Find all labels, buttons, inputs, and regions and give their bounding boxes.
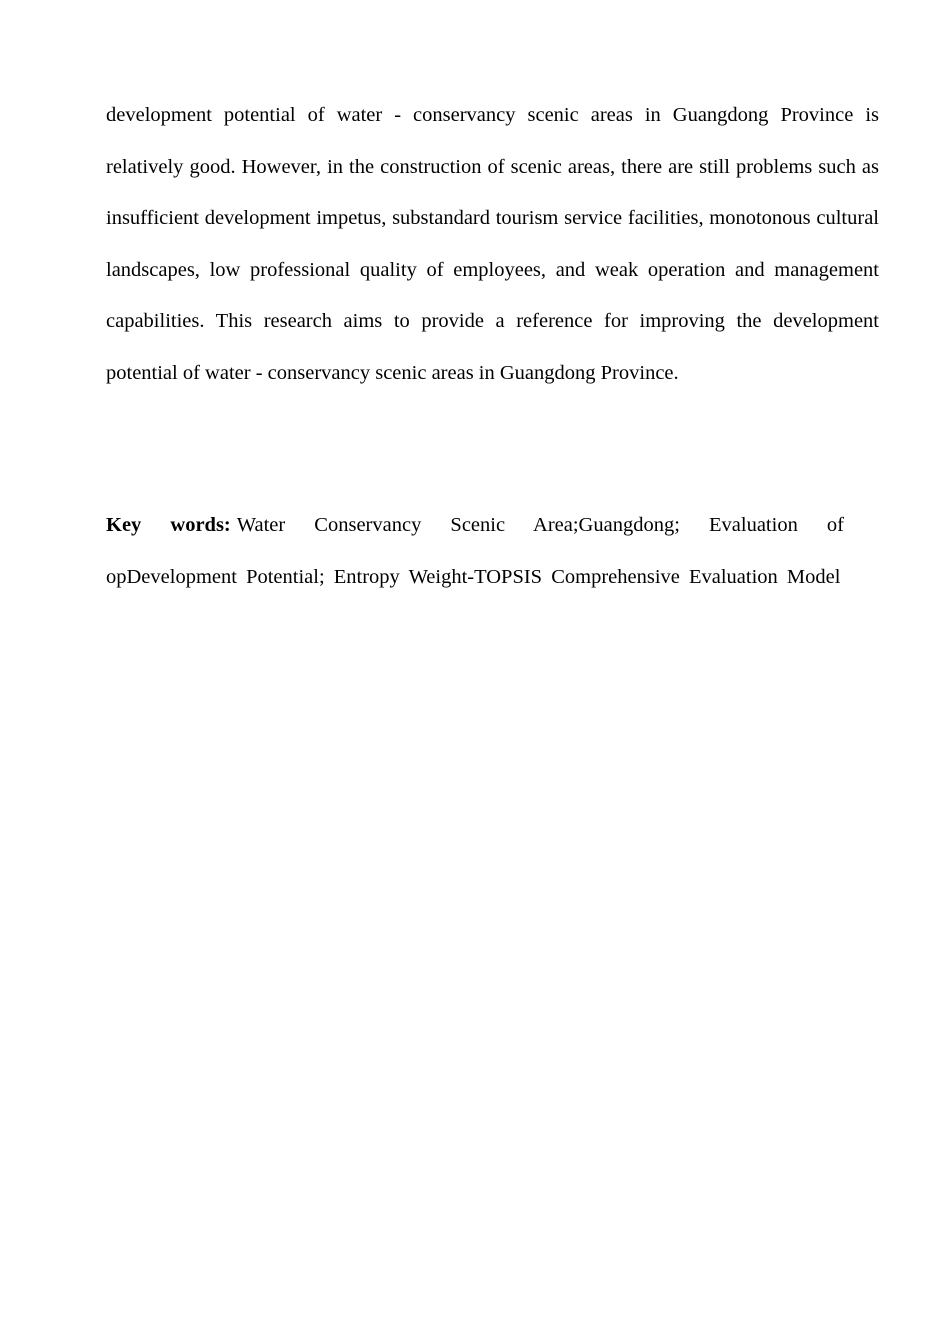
abstract-paragraph: development potential of water - conservancy scenic areas in Guangdong Province is relatively good. However, in the construction of scenic areas, there are still problems such as insufficient development impetus, substandard tourism service facilities, monotonous cultural landscapes, low professional quality of employees, and weak operation and management capabilities. This research aims to provide a reference for improving the development potential of water - conservancy scenic areas in Guangdong Province. [106, 104, 879, 384]
keywords-text: Water Conservancy Scenic Area;Guangdong; Evaluation of opDevelopment Potential; Entropy Weight-TOPSIS Comprehensive Evaluation Model [106, 514, 844, 588]
keywords-paragraph [106, 500, 844, 603]
keywords-label: Key words: [106, 514, 231, 536]
